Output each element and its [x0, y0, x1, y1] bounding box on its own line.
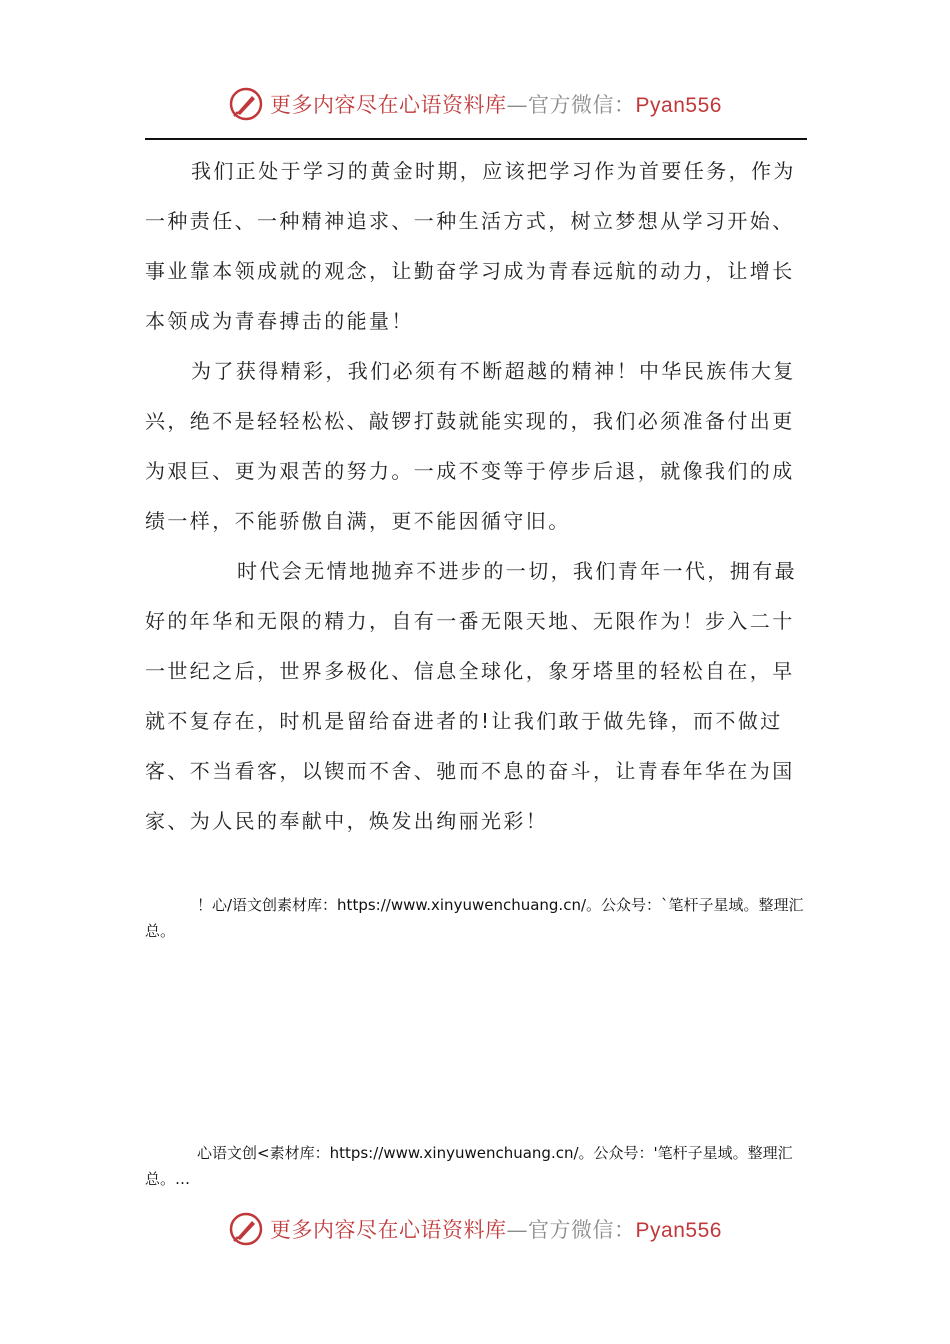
banner-wechat-id: Pyan556 — [635, 1219, 722, 1242]
article-paragraph: 时代会无情地抛弃不进步的一切，我们青年一代，拥有最好的年华和无限的精力，自有一番无限天地、无限作为！步入二十一世纪之后，世界多极化、信息全球化，象牙塔里的轻松自在，早就不复存在，时机是留给奋进者的!让我们敢于做先锋，而不做过客、不当看客，以锲而不舍、驰而不息的奋斗，让青春年华在为国家、为人民的奉献中，焕发出绚丽光彩！ — [145, 559, 797, 833]
source-note-first: ！心/语文创素材库：https://www.xinyuwenchuang.cn/。公众号：`笔杆子星域。整理汇总。 — [145, 896, 804, 940]
pen-circle-logo-icon — [228, 86, 264, 122]
banner-wechat-id: Pyan556 — [635, 94, 722, 117]
source-note-second: 心语文创<素材库：https://www.xinyuwenchuang.cn/。公众号：'笔杆子星域。整理汇总。… — [145, 1144, 793, 1188]
banner-main-text: 更多内容尽在心语资料库 — [270, 1218, 507, 1242]
pen-circle-logo-icon — [228, 1211, 264, 1247]
article-paragraph: 我们正处于学习的黄金时期，应该把学习作为首要任务，作为一种责任、一种精神追求、一种生活方式，树立梦想从学习开始、事业靠本领成就的观念，让勤奋学习成为青春远航的动力，让增长本领成为青春搏击的能量！ — [145, 159, 796, 333]
header-banner — [0, 82, 950, 126]
header-divider — [145, 138, 807, 140]
banner-wechat-label: 官方微信： — [528, 93, 636, 117]
article-paragraph: 为了获得精彩，我们必须有不断超越的精神！中华民族伟大复兴，绝不是轻轻松松、敲锣打鼓就能实现的，我们必须准备付出更为艰巨、更为艰苦的努力。一成不变等于停步后退，就像我们的成绩一样，不能骄傲自满，更不能因循守旧。 — [145, 359, 796, 533]
banner-text — [270, 1214, 722, 1244]
banner-dash: — — [506, 1218, 529, 1242]
article-body — [145, 146, 815, 846]
banner-dash: — — [506, 93, 529, 117]
banner-wechat-label: 官方微信： — [528, 1218, 636, 1242]
banner-text — [270, 89, 722, 119]
footer-banner — [0, 1207, 950, 1251]
banner-main-text: 更多内容尽在心语资料库 — [270, 93, 507, 117]
